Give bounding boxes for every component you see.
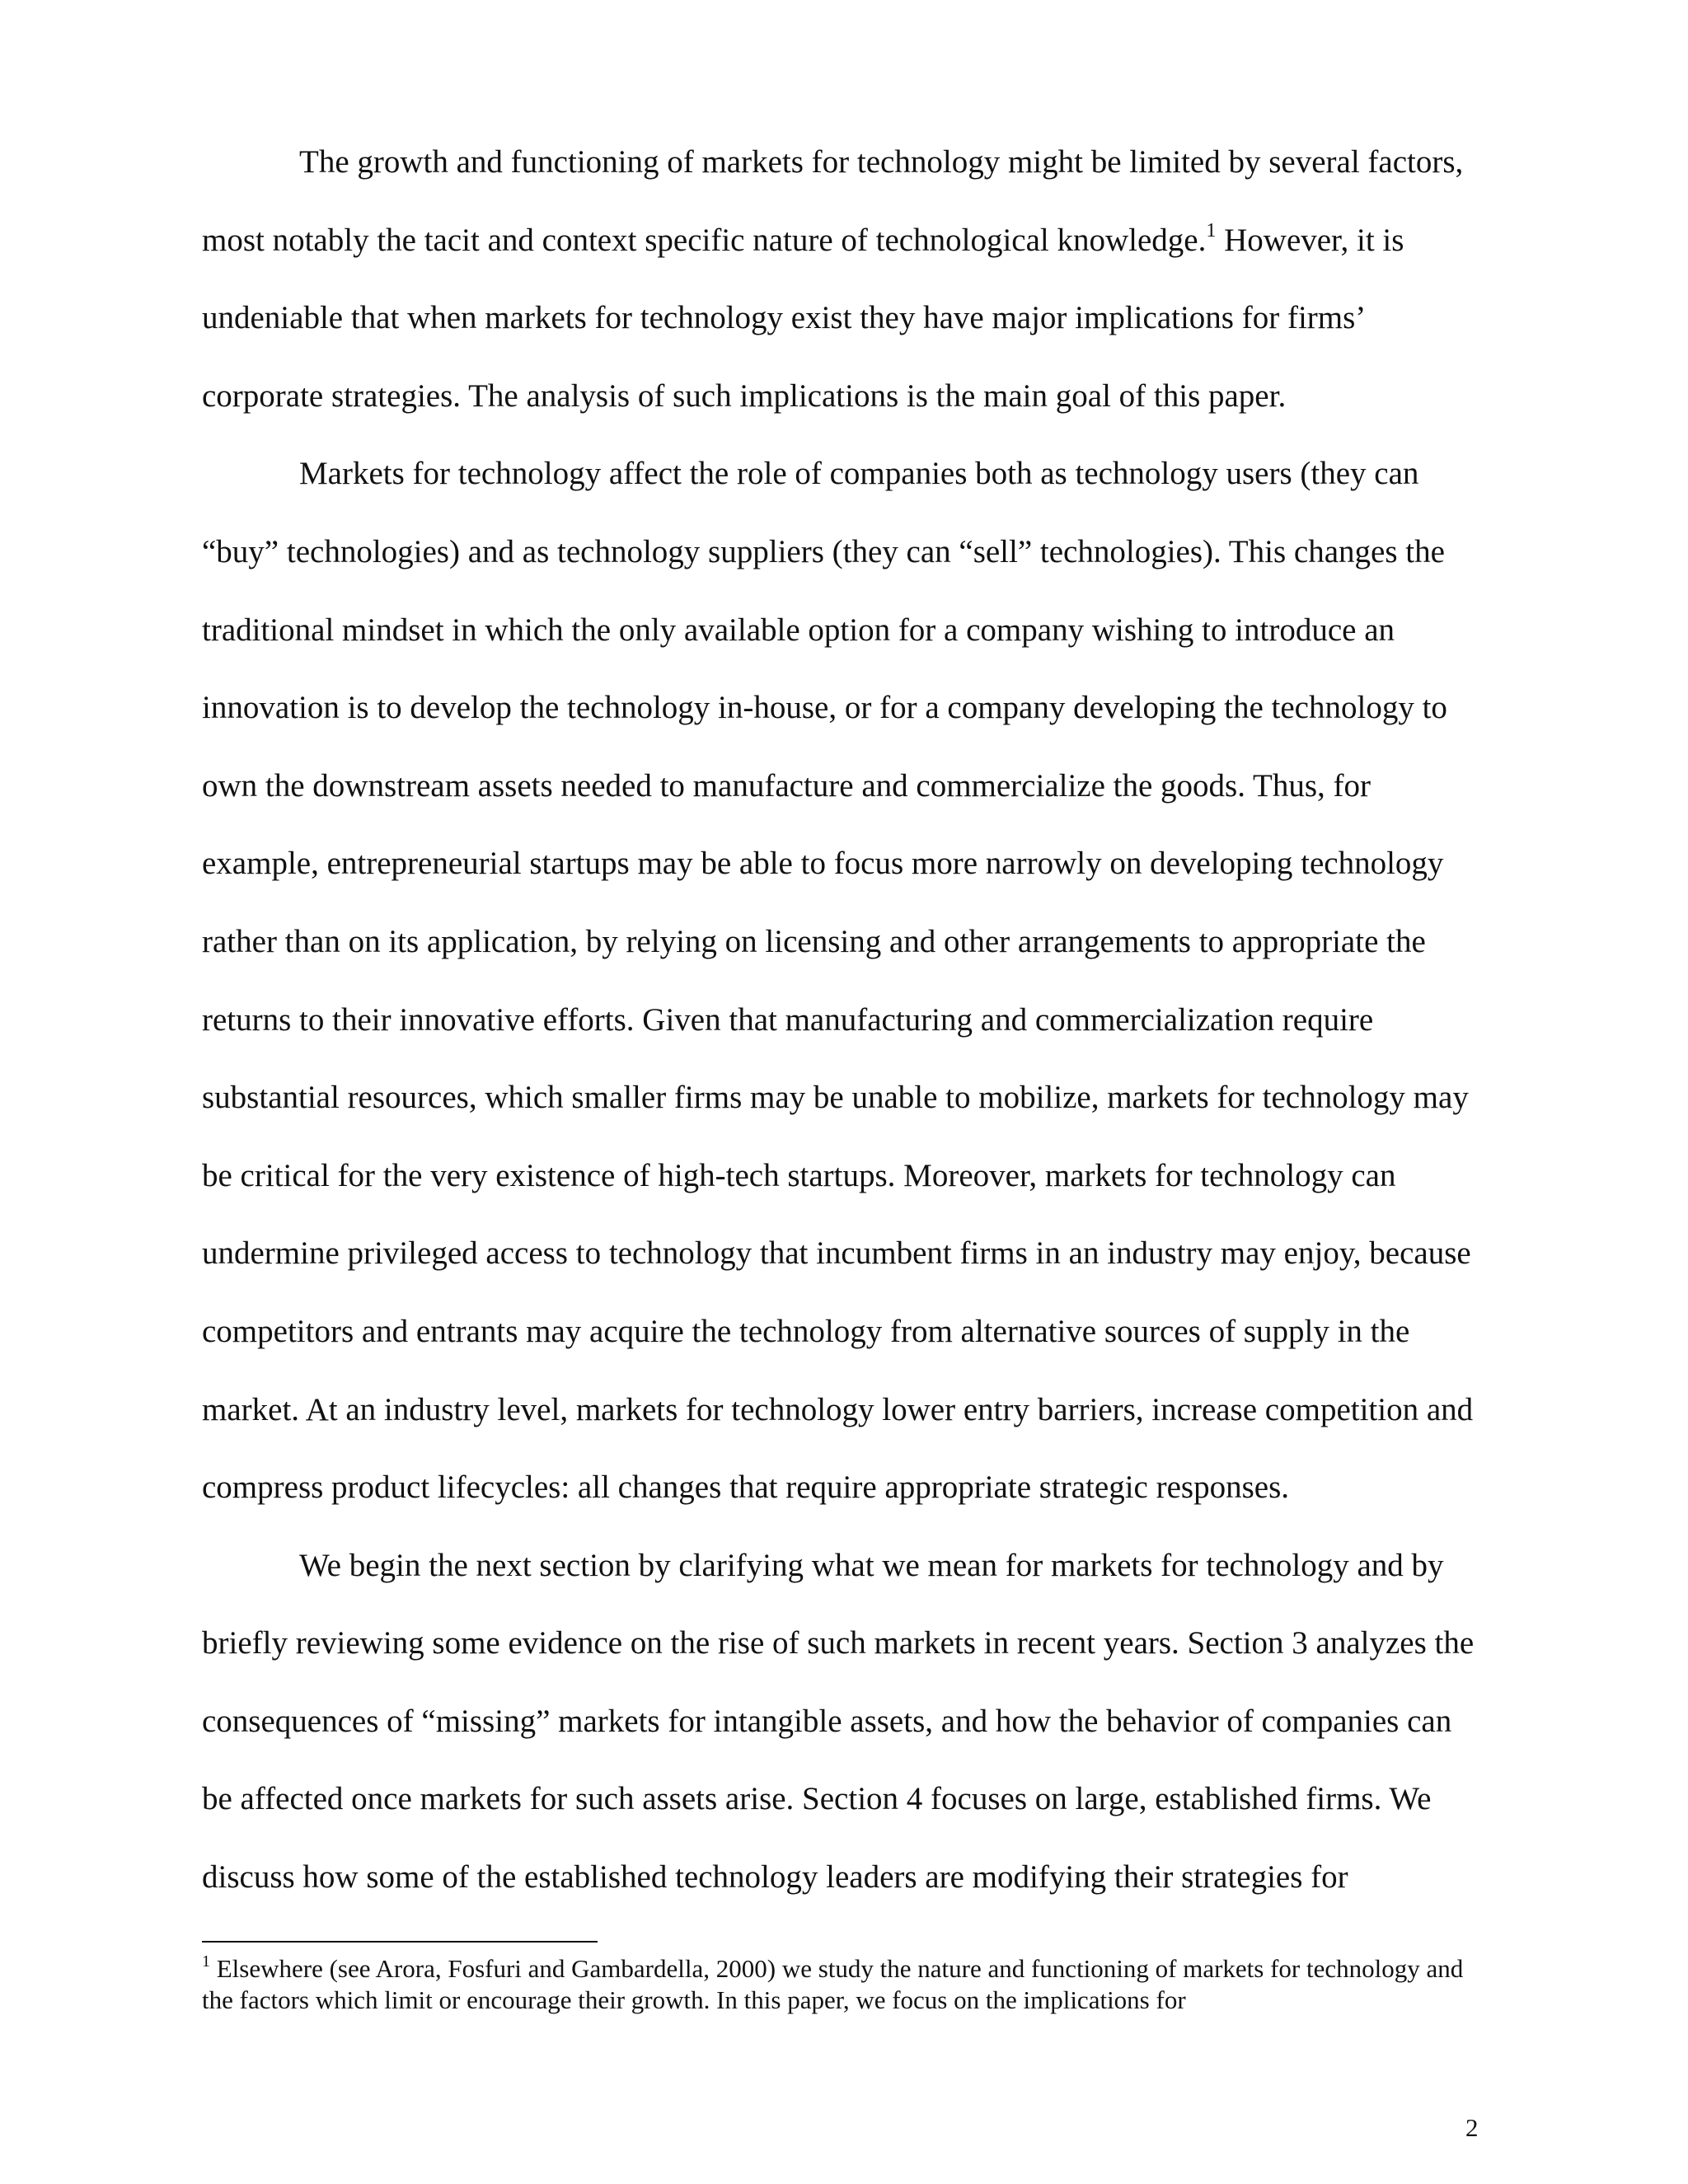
page-number: 2: [1465, 2113, 1479, 2142]
paragraph-2: Markets for technology affect the role of companies both as technology users (they can “buy” technologies) and as technology suppliers (they can “sell” technologies). This changes the traditional mindset in which the only available option for a company wishing to introduce an innovation is to develop the technology in-house, or for a company developing the technology to own the downstream assets needed to manufacture and commercialize the goods. Thus, for example, entrepreneurial startups may be able to focus more narrowly on developing technology rather than on its application, by relying on licensing and other arrangements to appropriate the returns to their innovative efforts. Given that manufacturing and commercialization require substantial resources, which smaller firms may be unable to mobilize, markets for technology may be critical for the very existence of high-tech startups. Moreover, markets for technology can undermine privileged access to technology that incumbent firms in an industry may enjoy, because competitors and entrants may acquire the technology from alternative sources of supply in the market. At an industry level, markets for technology lower entry barriers, increase competition and compress product lifecycles: all changes that require appropriate strategic responses.: [202, 456, 1474, 1506]
footnote-text: Elsewhere (see Arora, Fosfuri and Gambardella, 2000) we study the nature and functioning of markets for technology and the factors which limit or encourage their growth. In this paper, we focus on the implications for: [202, 1954, 1464, 2014]
paragraph-1-continuation: However, it is undeniable that when markets for technology exist they have major implications for firms’ corporate strategies. The analysis of such implications is the main goal of this paper.: [202, 222, 1404, 414]
footnote-separator: [202, 1941, 598, 1943]
paragraph-1-text: The growth and functioning of markets for technology might be limited by several factors, most notably the tacit and context specific nature of technological knowledge.: [202, 144, 1464, 258]
footnote-1: [202, 1953, 1488, 2016]
footnote-reference-1: 1: [1206, 219, 1217, 241]
paragraph-3: We begin the next section by clarifying what we mean for markets for technology and by briefly reviewing some evidence on the rise of such markets in recent years. Section 3 analyzes the consequences of “missing” markets for intangible assets, and how the behavior of companies can be affected once markets for such assets arise. Section 4 focuses on large, established firms. We discuss how some of the established technology leaders are modifying their strategies for: [202, 1547, 1475, 1896]
paragraph-1: [202, 124, 1488, 435]
body-text: [202, 124, 1488, 1917]
footnote-mark: 1: [202, 1952, 210, 1971]
